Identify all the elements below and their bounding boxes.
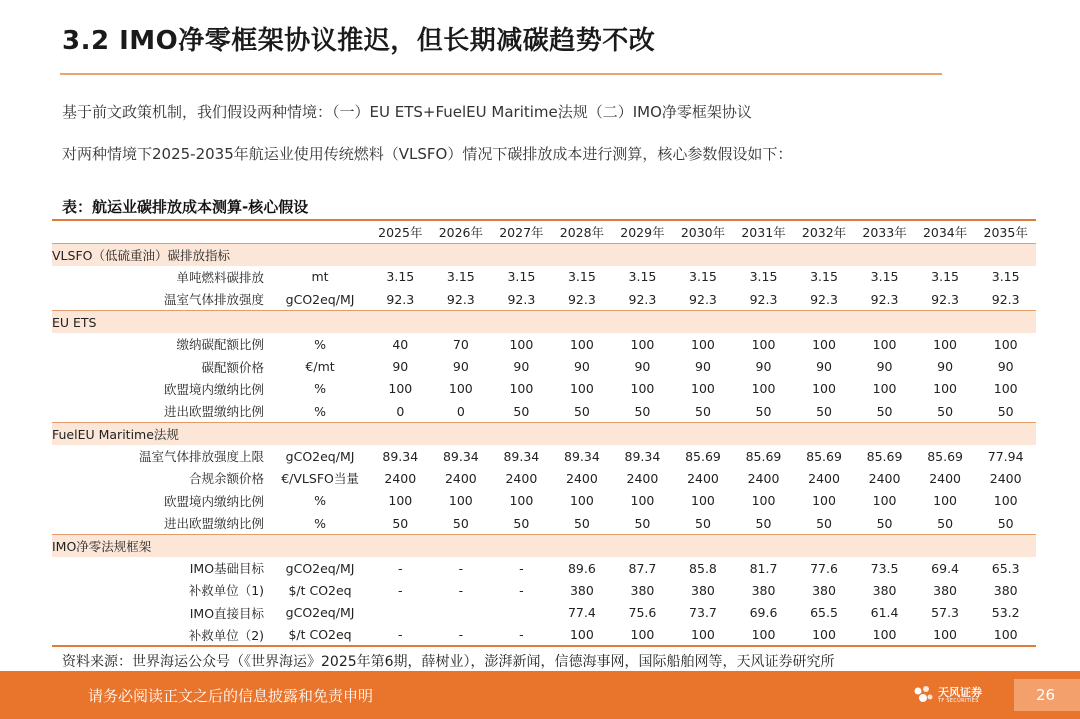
row-unit: gCO2eq/MJ [285, 605, 355, 621]
table-row [52, 467, 1036, 489]
table-cell: 100 [509, 493, 534, 509]
table-cell: 3.15 [386, 269, 415, 285]
table-cell: 0 [456, 403, 465, 419]
table-cell [370, 602, 431, 624]
company-logo [912, 682, 1002, 710]
disclaimer-text: 请务必阅读正文之后的信息披露和免责申明 [88, 687, 374, 705]
table-cell: 92.3 [810, 291, 838, 307]
table-cell: 77.6 [810, 560, 838, 576]
table-cell: 92.3 [567, 291, 596, 307]
table-cell: 73.5 [870, 560, 899, 576]
page-title: 3.2 IMO净零框架协议推迟，但长期减碳趋势不改 [62, 26, 656, 56]
table-cell: 69.6 [749, 605, 778, 621]
section-header-row [52, 423, 1036, 445]
header-blank [52, 221, 270, 243]
year-header: 2025年 [378, 224, 423, 240]
year-header: 2029年 [620, 224, 665, 240]
table-cell: 90 [876, 359, 893, 375]
table-cell: 3.15 [689, 269, 717, 285]
year-header: 2026年 [438, 224, 483, 240]
table-cell: 3.15 [446, 269, 475, 285]
table-row [52, 378, 1036, 400]
page-number: 26 [1036, 686, 1056, 704]
table-cell: 90 [997, 359, 1014, 375]
table-cell: - [519, 560, 524, 576]
table-cell: 100 [448, 381, 473, 397]
table-cell: 85.69 [866, 448, 903, 464]
year-header: 2031年 [741, 224, 786, 240]
table-cell: 89.34 [564, 448, 600, 464]
row-label: 温室气体排放强度上限 [139, 449, 265, 465]
table-cell: 50 [513, 403, 530, 419]
table-cell: 2400 [929, 470, 961, 486]
table-row [52, 333, 1036, 355]
table-cell: 92.3 [507, 291, 536, 307]
row-unit: €/VLSFO当量 [281, 471, 359, 487]
table-row [52, 288, 1036, 310]
table-row [52, 490, 1036, 512]
table-cell: 3.15 [567, 269, 596, 285]
table-cell: 100 [630, 493, 655, 509]
table-cell: 100 [872, 381, 897, 397]
table-cell: 100 [630, 381, 655, 397]
year-header: 2027年 [499, 224, 544, 240]
table-cell: 92.3 [689, 291, 717, 307]
table-cell: 100 [872, 336, 897, 352]
table-cell: 50 [997, 515, 1014, 531]
table-row [52, 602, 1036, 624]
table-cell: 2400 [989, 470, 1022, 486]
row-unit: gCO2eq/MJ [285, 448, 355, 464]
row-label: IMO直接目标 [189, 605, 265, 621]
year-header: 2035年 [983, 224, 1028, 240]
table-row [52, 579, 1036, 601]
table-cell: 100 [993, 493, 1018, 509]
table-cell: 89.34 [503, 448, 540, 464]
table-cell: 100 [751, 381, 776, 397]
year-header: 2033年 [862, 224, 907, 240]
table-cell: 90 [513, 359, 530, 375]
year-header: 2032年 [801, 224, 847, 240]
table-cell: 100 [933, 493, 958, 509]
table-row [52, 512, 1036, 534]
table-cell: 100 [751, 336, 776, 352]
table-cell: 100 [569, 381, 594, 397]
table-cell: 50 [513, 515, 530, 531]
table-cell: 50 [634, 515, 651, 531]
table-cell: 2400 [808, 470, 840, 486]
table-cell: 89.34 [624, 448, 661, 464]
table-cell: 85.69 [745, 448, 782, 464]
table-cell: 2400 [384, 470, 417, 486]
section-header-row [52, 311, 1036, 333]
table-cell: 89.34 [442, 448, 479, 464]
row-label: 进出欧盟缴纳比例 [164, 516, 265, 532]
row-label: 补救单位（1) [188, 583, 265, 599]
table-cell: 50 [937, 403, 954, 419]
row-label: 合规余额价格 [189, 471, 265, 487]
table-cell: 85.8 [689, 560, 717, 576]
table-cell: 380 [872, 582, 897, 598]
table-cell: - [370, 624, 431, 646]
table-cell: - [519, 582, 524, 598]
table-cell: 100 [872, 493, 897, 509]
section-title: FuelEU Maritime法规 [52, 423, 1036, 445]
table-cell: 50 [816, 515, 832, 531]
table-caption: 表：航运业碳排放成本测算-核心假设 [62, 198, 309, 216]
table-cell: 3.15 [507, 269, 536, 285]
table-cell: 75.6 [628, 605, 657, 621]
table-cell: 69.4 [931, 560, 960, 576]
table-cell: 3.15 [749, 269, 778, 285]
year-header: 2034年 [922, 224, 968, 240]
table-cell: 50 [392, 515, 409, 531]
year-header: 2030年 [680, 224, 726, 240]
table-cell: 2400 [687, 470, 719, 486]
table-cell: 50 [634, 403, 651, 419]
row-label: 单吨燃料碳排放 [176, 269, 265, 285]
table-cell: 2400 [444, 470, 477, 486]
row-label: 碳配额价格 [201, 359, 265, 375]
table-row [52, 266, 1036, 288]
table-cell: 92.3 [628, 291, 657, 307]
table-cell: 0 [396, 403, 405, 419]
table-cell: 2400 [566, 470, 598, 486]
assumptions-table [52, 221, 1036, 647]
table-cell: 2400 [868, 470, 901, 486]
table-cell: 100 [933, 336, 958, 352]
table-cell: 50 [695, 403, 711, 419]
table-cell: 100 [915, 624, 976, 646]
section-header-row [52, 243, 1036, 265]
year-header: 2028年 [559, 224, 605, 240]
table-cell: 50 [695, 515, 711, 531]
table-cell: 70 [452, 336, 469, 352]
table-cell: - [458, 560, 464, 576]
table-cell: 53.2 [991, 605, 1020, 621]
table-cell: 100 [569, 336, 594, 352]
table-cell: 92.3 [870, 291, 899, 307]
table-cell: 100 [691, 493, 715, 509]
table-cell: 380 [751, 582, 776, 598]
logo-text: 天风证券 [938, 686, 982, 699]
table-cell: 50 [937, 515, 954, 531]
table-cell: 100 [448, 493, 473, 509]
row-label: IMO基础目标 [189, 561, 265, 577]
source-note: 资料来源：世界海运公众号（《世界海运》2025年第6期，薛树业），澎湃新闻，信德海事网，国际船舶网等，天风证券研究所 [62, 654, 835, 670]
table-cell: 77.4 [567, 605, 596, 621]
table-cell: 50 [997, 403, 1014, 419]
table-cell: 90 [937, 359, 954, 375]
row-unit: % [314, 403, 326, 419]
table-cell: 3.15 [628, 269, 657, 285]
table-header-row [52, 221, 1036, 243]
section-header-row [52, 534, 1036, 556]
table-row [52, 624, 1036, 646]
table-cell: 85.69 [806, 448, 842, 464]
table-cell: 92.3 [386, 291, 415, 307]
table-cell: 3.15 [931, 269, 960, 285]
table-cell: 40 [392, 336, 409, 352]
table-cell [491, 602, 552, 624]
table-cell: 100 [509, 336, 534, 352]
table-cell: 100 [552, 624, 613, 646]
table-cell: - [458, 582, 464, 598]
row-label: 补救单位（2) [52, 624, 270, 646]
table-cell: 50 [452, 515, 469, 531]
table-cell: 2400 [626, 470, 659, 486]
row-unit: % [314, 515, 326, 531]
table-cell: 100 [854, 624, 915, 646]
table-cell: 100 [388, 493, 413, 509]
table-cell: 61.4 [870, 605, 899, 621]
row-unit: % [314, 381, 326, 397]
intro-line-1: 基于前文政策机制，我们假设两种情境：（一）EU ETS+FuelEU Maritime法规（二）IMO净零框架协议 [62, 103, 752, 121]
table-cell: 100 [993, 381, 1018, 397]
table-cell: 100 [812, 381, 836, 397]
header-blank [270, 221, 370, 243]
table-cell: 90 [816, 359, 832, 375]
table-cell: 65.3 [991, 560, 1020, 576]
table-cell: 73.7 [689, 605, 717, 621]
logo-mark-icon [912, 684, 934, 706]
table-cell: - [431, 624, 492, 646]
table-row [52, 445, 1036, 467]
table-cell: 2400 [505, 470, 538, 486]
table-cell: 50 [876, 515, 893, 531]
table-cell: 100 [569, 493, 594, 509]
table-cell: 89.6 [567, 560, 596, 576]
table-cell: 90 [695, 359, 711, 375]
section-title: VLSFO（低硫重油）碳排放指标 [52, 243, 1036, 265]
table-cell: 3.15 [870, 269, 899, 285]
table-cell: 89.34 [382, 448, 419, 464]
table-cell: 100 [794, 624, 855, 646]
table-cell: 65.5 [810, 605, 838, 621]
table-cell: 380 [933, 582, 958, 598]
table-cell: - [398, 560, 403, 576]
row-unit: % [314, 336, 326, 352]
table-cell: - [398, 582, 403, 598]
table-cell: 2400 [747, 470, 780, 486]
section-title: IMO净零法规框架 [52, 534, 1036, 556]
table-cell: 100 [388, 381, 413, 397]
table-cell: 3.15 [810, 269, 838, 285]
table-cell: 92.3 [446, 291, 475, 307]
table-cell: 85.69 [927, 448, 963, 464]
table-cell: 100 [975, 624, 1036, 646]
table-cell: 50 [816, 403, 832, 419]
table-cell: 92.3 [931, 291, 960, 307]
row-label: 温室气体排放强度 [164, 292, 265, 308]
table-row [52, 355, 1036, 377]
row-label: 欧盟境内缴纳比例 [164, 493, 265, 509]
table-cell: 100 [673, 624, 734, 646]
table-cell: 100 [733, 624, 794, 646]
table-cell: 50 [755, 515, 772, 531]
table-cell: 380 [812, 582, 836, 598]
table-cell: 92.3 [749, 291, 778, 307]
table-cell: 92.3 [991, 291, 1020, 307]
table-cell [431, 602, 492, 624]
row-unit: $/t CO2eq [270, 624, 370, 646]
table-cell: 77.94 [987, 448, 1024, 464]
table-cell: 85.69 [685, 448, 721, 464]
table-cell: 50 [573, 515, 590, 531]
table-cell: 380 [630, 582, 655, 598]
table-cell: 90 [634, 359, 651, 375]
table-cell: 50 [876, 403, 893, 419]
row-unit: gCO2eq/MJ [285, 291, 355, 307]
title-divider [60, 73, 942, 75]
table-cell: - [491, 624, 552, 646]
table-cell: 100 [812, 336, 836, 352]
row-label: 欧盟境内缴纳比例 [164, 381, 265, 397]
table-cell: 100 [691, 336, 715, 352]
table-cell: 100 [691, 381, 715, 397]
table-cell: 90 [755, 359, 772, 375]
table-cell: 100 [933, 381, 958, 397]
table-cell: 380 [993, 582, 1018, 598]
table-cell: 100 [509, 381, 534, 397]
row-unit: % [314, 493, 326, 509]
table-cell: 90 [392, 359, 409, 375]
table-cell: 100 [812, 493, 836, 509]
table-cell: 81.7 [749, 560, 778, 576]
logo-subtext: TF SECURITIES [938, 698, 979, 704]
section-title: EU ETS [52, 311, 1036, 333]
table-cell: 380 [691, 582, 715, 598]
table-cell: 100 [630, 336, 655, 352]
table-cell: 90 [452, 359, 469, 375]
row-label: 进出欧盟缴纳比例 [164, 404, 265, 420]
table-row [52, 400, 1036, 422]
table-cell: 50 [573, 403, 590, 419]
table-cell: 90 [573, 359, 590, 375]
table-cell: 380 [569, 582, 594, 598]
row-unit: gCO2eq/MJ [285, 560, 355, 576]
table-cell: 100 [993, 336, 1018, 352]
table-cell: 100 [612, 624, 673, 646]
table-row [52, 557, 1036, 579]
table-cell: 100 [751, 493, 776, 509]
intro-line-2: 对两种情境下2025-2035年航运业使用传统燃料（VLSFO）情况下碳排放成本进行测算，核心参数假设如下： [62, 145, 793, 163]
table-cell: 50 [755, 403, 772, 419]
row-unit: €/mt [305, 359, 335, 375]
row-unit: $/t CO2eq [288, 582, 352, 598]
row-unit: mt [311, 269, 329, 285]
table-cell: 87.7 [628, 560, 657, 576]
table-cell: 3.15 [991, 269, 1020, 285]
table-cell: 57.3 [931, 605, 960, 621]
row-label: 缴纳碳配额比例 [176, 337, 265, 353]
